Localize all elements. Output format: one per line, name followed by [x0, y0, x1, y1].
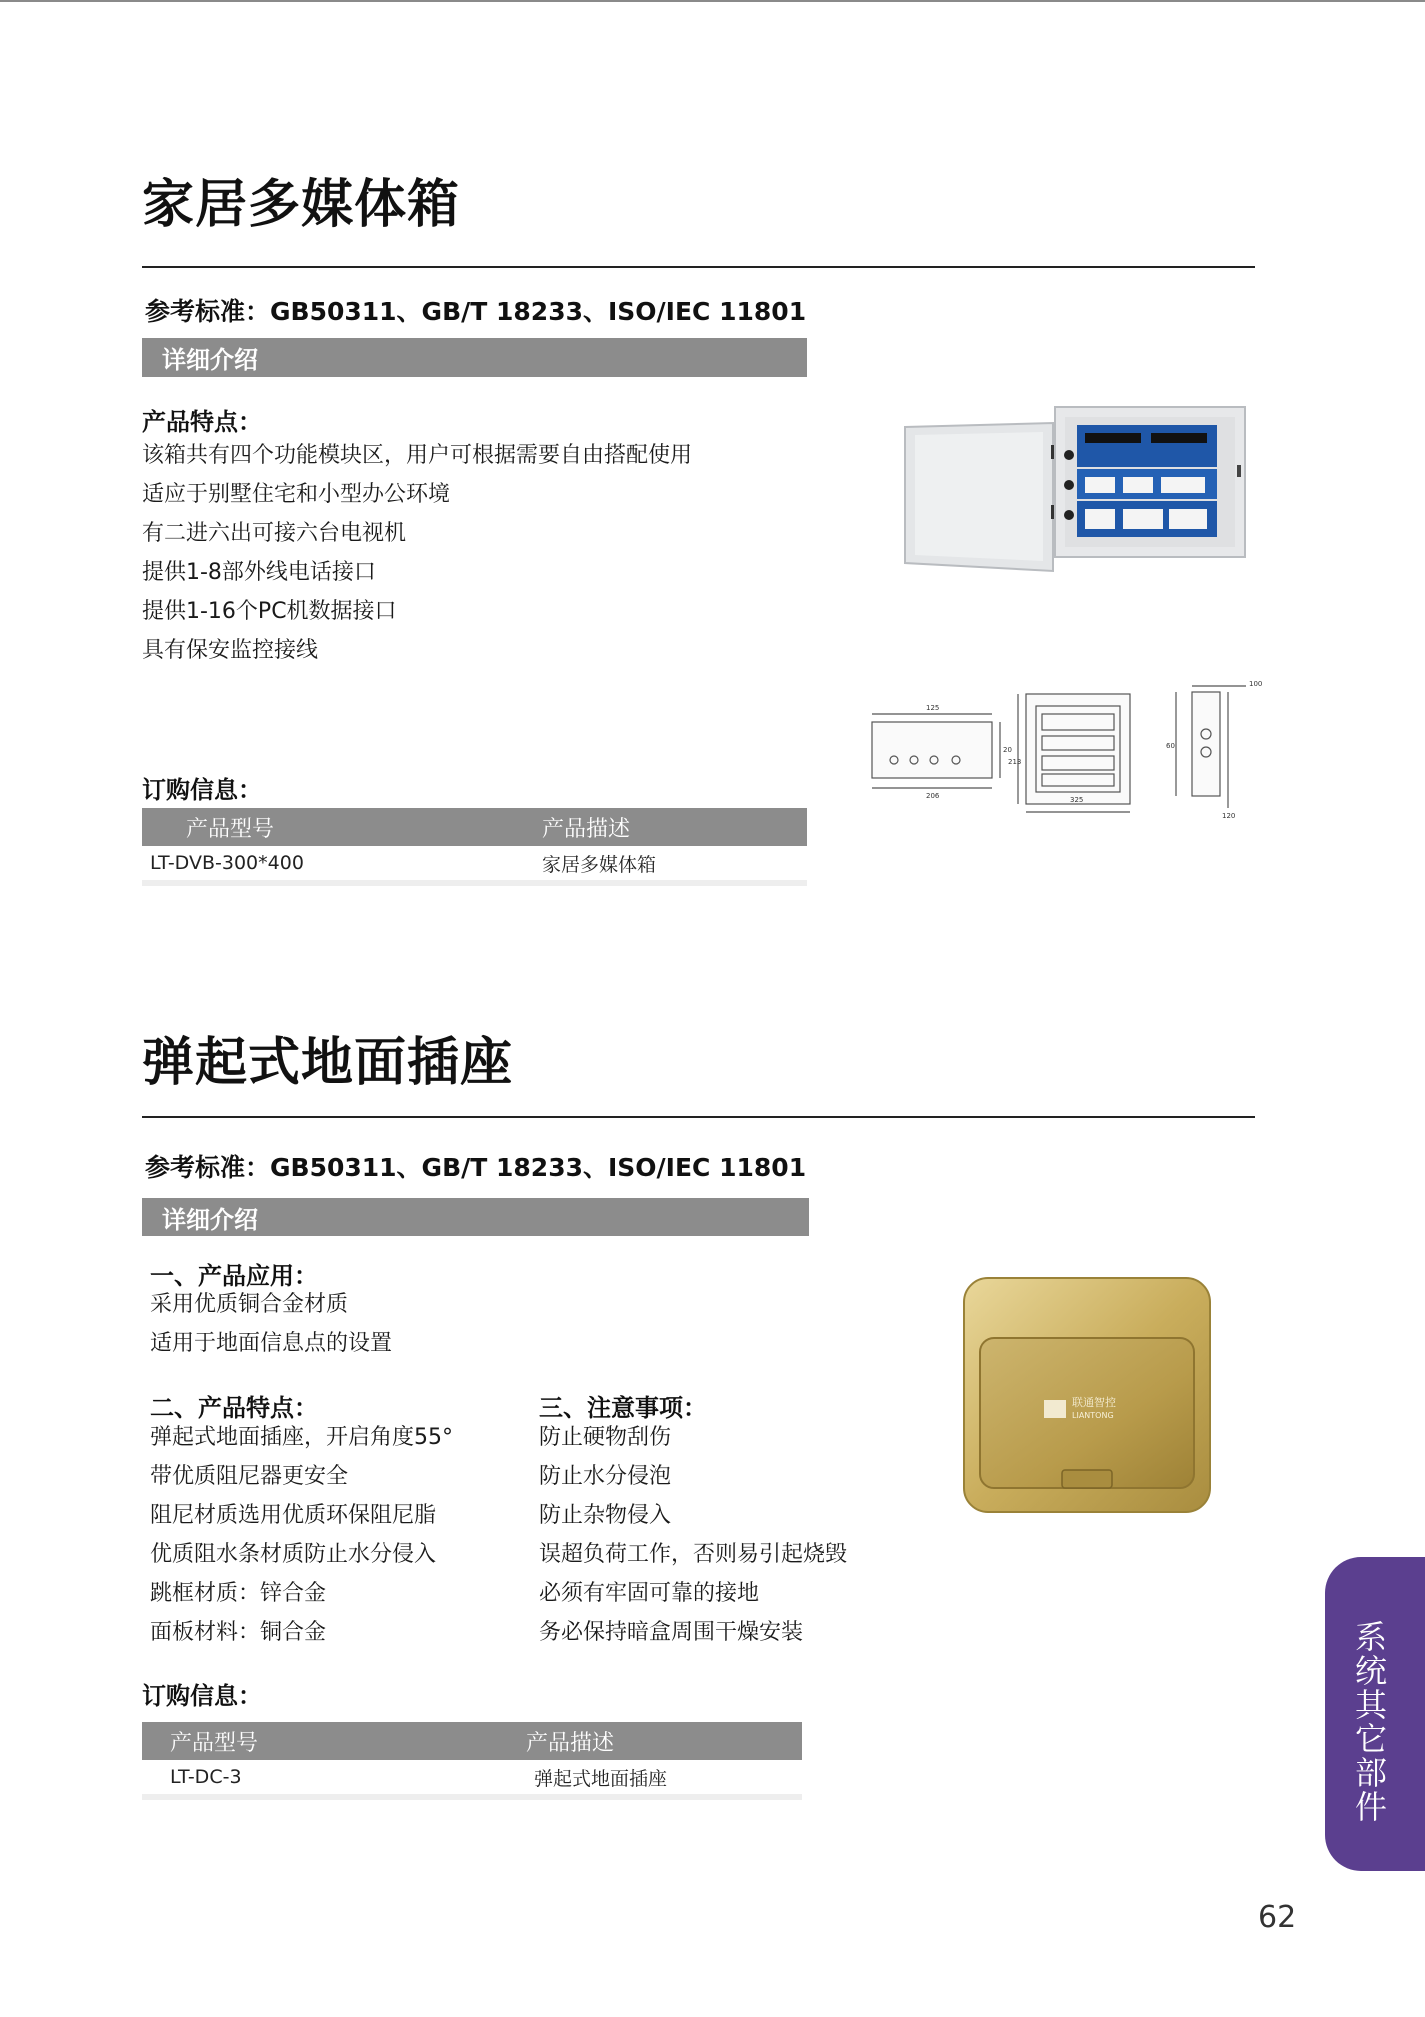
section2-application-list — [150, 1285, 570, 1363]
note-line: 务必保持暗盒周围干燥安装 — [539, 1620, 804, 1645]
section2-application-heading: 一、产品应用： — [150, 1262, 318, 1290]
dim-label: 120 — [1222, 812, 1236, 820]
section1-order-heading: 订购信息： — [142, 776, 262, 804]
cell-model: LT-DVB-300*400 — [150, 852, 304, 874]
note-line: 防止水分侵泡 — [539, 1464, 672, 1489]
top-border — [0, 0, 1425, 2]
feature-line: 跳框材质：锌合金 — [150, 1581, 327, 1606]
section1-order-table — [142, 808, 807, 886]
multimedia-box-drawing — [866, 678, 1261, 818]
header-description: 产品描述 — [542, 816, 631, 842]
note-line: 防止硬物刮伤 — [539, 1425, 672, 1450]
table-header — [142, 1722, 802, 1760]
section2-notes-heading: 三、注意事项： — [539, 1394, 707, 1422]
dim-label: 213 — [1008, 758, 1022, 766]
application-line: 采用优质铜合金材质 — [150, 1292, 349, 1317]
section2-features-heading: 二、产品特点： — [150, 1394, 318, 1422]
feature-line: 适应于别墅住宅和小型办公环境 — [142, 482, 451, 507]
header-description: 产品描述 — [526, 1730, 615, 1756]
feature-line: 该箱共有四个功能模块区，用户可根据需要自由搭配使用 — [142, 443, 693, 468]
section1-features-heading: 产品特点： — [142, 408, 262, 436]
section1-features-list — [142, 436, 742, 670]
cell-description: 弹起式地面插座 — [534, 1767, 668, 1790]
section1-detail-bar: 详细介绍 — [142, 338, 807, 377]
dim-label: 60 — [1166, 742, 1175, 750]
dim-label: 125 — [926, 704, 940, 712]
feature-line: 弹起式地面插座，开启角度55° — [150, 1425, 453, 1450]
section2-title: 弹起式地面插座 — [142, 1033, 514, 1093]
socket-logo-cn: 联通智控 — [1072, 1396, 1116, 1409]
section2-rule — [142, 1116, 1255, 1118]
note-line: 防止杂物侵入 — [539, 1503, 672, 1528]
table-header — [142, 808, 807, 846]
socket-logo-en: LIANTONG — [1072, 1411, 1114, 1420]
feature-line: 具有保安监控接线 — [142, 638, 319, 663]
section2-detail-bar: 详细介绍 — [142, 1198, 809, 1236]
note-line: 必须有牢固可靠的接地 — [539, 1581, 760, 1606]
cell-description: 家居多媒体箱 — [542, 853, 657, 876]
dim-label: 325 — [1070, 796, 1084, 804]
section2-order-table — [142, 1722, 802, 1800]
multimedia-box-photo — [905, 405, 1247, 575]
table-row — [142, 1760, 802, 1800]
feature-line: 提供1-16个PC机数据接口 — [142, 599, 397, 624]
section2-notes-list — [539, 1418, 919, 1652]
dim-label: 20 — [1003, 746, 1012, 754]
dim-label: 100 — [1249, 680, 1263, 688]
table-row — [142, 846, 807, 886]
feature-line: 面板材料：铜合金 — [150, 1620, 327, 1645]
section1-standard: 参考标准：GB50311、GB/T 18233、ISO/IEC 11801 — [145, 297, 807, 326]
side-chapter-label: 系统其它部件 — [1350, 1620, 1388, 1824]
section1-rule — [142, 266, 1255, 268]
application-line: 适用于地面信息点的设置 — [150, 1331, 393, 1356]
section2-features-list — [150, 1418, 530, 1652]
feature-line: 带优质阻尼器更安全 — [150, 1464, 349, 1489]
section2-order-heading: 订购信息： — [142, 1682, 262, 1710]
header-model: 产品型号 — [186, 816, 275, 842]
feature-line: 优质阻水条材质防止水分侵入 — [150, 1542, 437, 1567]
feature-line: 提供1-8部外线电话接口 — [142, 560, 376, 585]
section1-title: 家居多媒体箱 — [142, 175, 461, 235]
feature-line: 有二进六出可接六台电视机 — [142, 521, 407, 546]
note-line: 误超负荷工作，否则易引起烧毁 — [539, 1542, 848, 1567]
feature-line: 阻尼材质选用优质环保阻尼脂 — [150, 1503, 437, 1528]
header-model: 产品型号 — [170, 1730, 259, 1756]
page-number: 62 — [1258, 1900, 1297, 1935]
cell-model: LT-DC-3 — [170, 1766, 242, 1788]
dim-label: 206 — [926, 792, 940, 800]
floor-socket-photo — [962, 1276, 1212, 1514]
section2-standard: 参考标准：GB50311、GB/T 18233、ISO/IEC 11801 — [145, 1153, 807, 1182]
